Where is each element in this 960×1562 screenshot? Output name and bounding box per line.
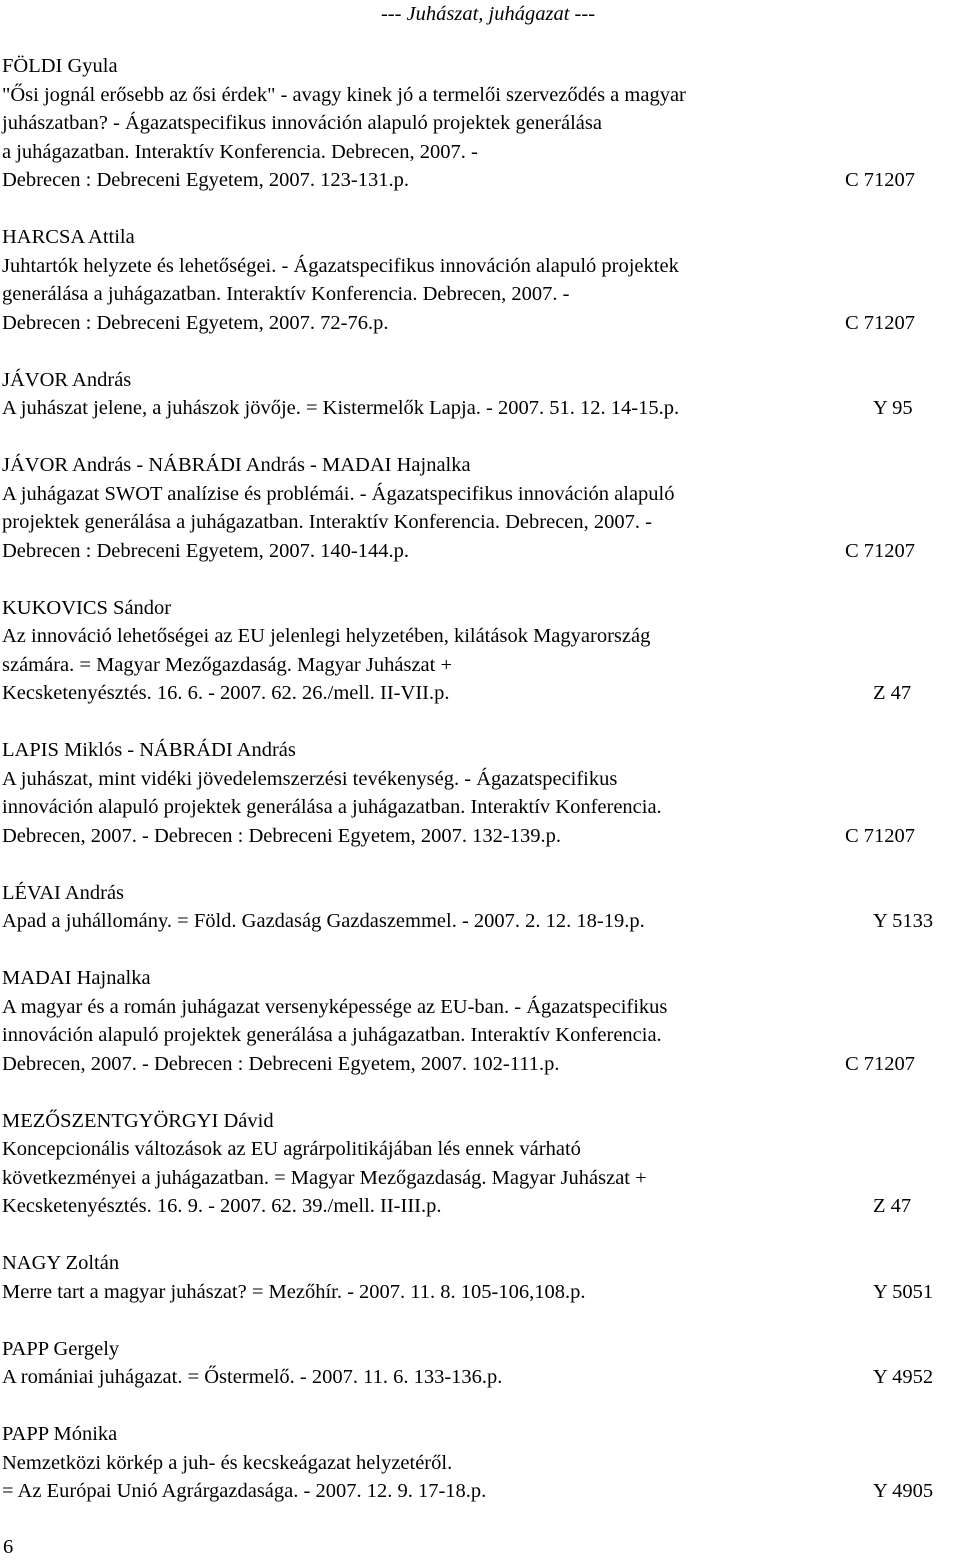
citation-text: Apad a juhállomány. = Föld. Gazdaság Gazdaszemmel. - 2007. 2. 12. 18-19.p.: [2, 910, 645, 932]
entry-text-line: [2, 81, 957, 110]
entry-author: [2, 366, 957, 395]
entry-text-line: [2, 907, 957, 936]
author-name: LAPIS Miklós - NÁBRÁDI András: [2, 739, 296, 761]
entry-text-line: [2, 1449, 957, 1478]
page-number: 6: [3, 1536, 14, 1558]
entry-text-line: [2, 1021, 957, 1050]
entry-text-line: [2, 280, 957, 309]
bibliography-entry: [2, 1249, 957, 1306]
citation-text: Juhtartók helyzete és lehetőségei. - Ágazatspecifikus innováción alapuló projektek: [2, 254, 679, 277]
bibliography-entry: [2, 1420, 957, 1506]
entry-text-line: [2, 1192, 957, 1221]
citation-text: Kecsketenyésztés. 16. 9. - 2007. 62. 39./mell. II-III.p.: [2, 1195, 442, 1217]
entry-text-line: [2, 993, 957, 1022]
author-name: LÉVAI András: [2, 881, 125, 904]
citation-text: Debrecen, 2007. - Debrecen : Debreceni Egyetem, 2007. 102-111.p.: [2, 1052, 560, 1075]
bibliography-entry: [2, 964, 957, 1078]
entry-text-line: [2, 1477, 957, 1506]
entry-text-line: [2, 793, 957, 822]
entry-text-line: [2, 1164, 957, 1193]
entry-author: [2, 594, 957, 623]
entry-author: [2, 1249, 957, 1278]
entry-text-line: [2, 679, 957, 708]
bibliography-entry: [2, 879, 957, 936]
entry-text-line: [2, 394, 957, 423]
bibliography-entry: [2, 1335, 957, 1392]
bibliography-entry: [2, 366, 957, 423]
page-header: --- Juhászat, juhágazat ---: [380, 3, 596, 25]
author-name: JÁVOR András - NÁBRÁDI András - MADAI Hajnalka: [2, 454, 471, 476]
citation-text: Debrecen : Debreceni Egyetem, 2007. 72-76.p.: [2, 311, 389, 334]
entry-text-line: [2, 1278, 957, 1307]
entry-author: [2, 1335, 957, 1364]
bibliography-entry: [2, 736, 957, 850]
entry-text-line: [2, 537, 957, 566]
citation-text: projektek generálása a juhágazatban. Interaktív Konferencia. Debrecen, 2007. -: [2, 511, 652, 533]
citation-text: juhászatban? - Ágazatspecifikus innováción alapuló projektek generálása: [2, 112, 602, 134]
call-number: Z 47: [873, 682, 912, 704]
call-number: Y 5133: [873, 910, 934, 932]
citation-text: A romániai juhágazat. = Őstermelő. - 2007. 11. 6. 133-136.p.: [2, 1366, 503, 1388]
author-name: FÖLDI Gyula: [2, 55, 118, 77]
citation-text: generálása a juhágazatban. Interaktív Konferencia. Debrecen, 2007. -: [2, 283, 570, 305]
entry-author: [2, 52, 957, 81]
author-name: NAGY Zoltán: [2, 1252, 120, 1274]
citation-text: a juhágazatban. Interaktív Konferencia. Debrecen, 2007. -: [2, 140, 478, 163]
call-number: C 71207: [845, 539, 916, 562]
entry-text-line: [2, 622, 957, 651]
citation-text: Koncepcionális változások az EU agrárpolitikájában lés ennek várható: [2, 1138, 581, 1160]
citation-text: Debrecen, 2007. - Debrecen : Debreceni Egyetem, 2007. 132-139.p.: [2, 824, 561, 847]
citation-text: Debrecen : Debreceni Egyetem, 2007. 123-131.p.: [2, 169, 410, 191]
entry-text-line: [2, 1050, 957, 1079]
entry-text-line: [2, 822, 957, 851]
entry-text-line: [2, 138, 957, 167]
citation-text: A juhászat jelene, a juhászok jövője. = Kistermelők Lapja. - 2007. 51. 12. 14-15.p.: [2, 397, 680, 419]
citation-text: innováción alapuló projektek generálása a juhágazatban. Interaktív Konferencia.: [2, 1024, 662, 1046]
call-number: Z 47: [873, 1195, 912, 1217]
entry-text-line: [2, 309, 957, 338]
entry-author: [2, 964, 957, 993]
citation-text: "Ősi jognál erősebb az ősi érdek" - avagy kinek jó a termelői szerveződés a magyar: [2, 83, 686, 106]
call-number: Y 4952: [873, 1366, 934, 1388]
entry-text-line: [2, 166, 957, 195]
entry-text-line: [2, 252, 957, 281]
bibliography-entry: [2, 451, 957, 565]
author-name: JÁVOR András: [2, 368, 132, 391]
citation-text: A magyar és a román juhágazat versenyképessége az EU-ban. - Ágazatspecifikus: [2, 995, 668, 1018]
entry-text-line: [2, 480, 957, 509]
citation-text: következményei a juhágazatban. = Magyar Mezőgazdaság. Magyar Juhászat +: [2, 1166, 647, 1189]
entry-text-line: [2, 651, 957, 680]
bibliography-list: [2, 52, 957, 1534]
author-name: KUKOVICS Sándor: [2, 596, 172, 619]
citation-text: Debrecen : Debreceni Egyetem, 2007. 140-144.p.: [2, 539, 410, 562]
author-name: PAPP Gergely: [2, 1337, 120, 1360]
call-number: C 71207: [845, 169, 916, 191]
entry-author: [2, 451, 957, 480]
bibliography-entry: [2, 223, 957, 337]
entry-text-line: [2, 1363, 957, 1392]
bibliography-entry: [2, 594, 957, 708]
call-number: Y 95: [873, 397, 913, 419]
citation-text: = Az Európai Unió Agrárgazdasága. - 2007. 12. 9. 17-18.p.: [2, 1480, 487, 1502]
call-number: Y 4905: [873, 1480, 934, 1502]
call-number: C 71207: [845, 311, 916, 334]
citation-text: innováción alapuló projektek generálása a juhágazatban. Interaktív Konferencia.: [2, 796, 662, 818]
entry-text-line: [2, 765, 957, 794]
author-name: MEZŐSZENTGYÖRGYI Dávid: [2, 1109, 274, 1132]
entry-author: [2, 879, 957, 908]
citation-text: számára. = Magyar Mezőgazdaság. Magyar Juhászat +: [2, 653, 453, 676]
bibliography-entry: [2, 1107, 957, 1221]
entry-author: [2, 1107, 957, 1136]
bibliography-entry: [2, 52, 957, 195]
entry-text-line: [2, 508, 957, 537]
author-name: PAPP Mónika: [2, 1423, 118, 1445]
entry-author: [2, 223, 957, 252]
entry-text-line: [2, 109, 957, 138]
entry-text-line: [2, 1135, 957, 1164]
author-name: MADAI Hajnalka: [2, 967, 151, 989]
citation-text: Kecsketenyésztés. 16. 6. - 2007. 62. 26./mell. II-VII.p.: [2, 682, 450, 704]
entry-author: [2, 1420, 957, 1449]
citation-text: A juhászat, mint vidéki jövedelemszerzési tevékenység. - Ágazatspecifikus: [2, 767, 618, 790]
entry-author: [2, 736, 957, 765]
citation-text: Merre tart a magyar juhászat? = Mezőhír. - 2007. 11. 8. 105-106,108.p.: [2, 1280, 586, 1303]
citation-text: A juhágazat SWOT analízise és problémái. - Ágazatspecifikus innováción alapuló: [2, 482, 675, 505]
call-number: C 71207: [845, 1052, 916, 1075]
call-number: C 71207: [845, 824, 916, 847]
citation-text: Az innováció lehetőségei az EU jelenlegi helyzetében, kilátások Magyarország: [2, 625, 651, 647]
author-name: HARCSA Attila: [2, 226, 135, 248]
citation-text: Nemzetközi körkép a juh- és kecskeágazat helyzetéről.: [2, 1451, 453, 1474]
call-number: Y 5051: [873, 1280, 934, 1303]
